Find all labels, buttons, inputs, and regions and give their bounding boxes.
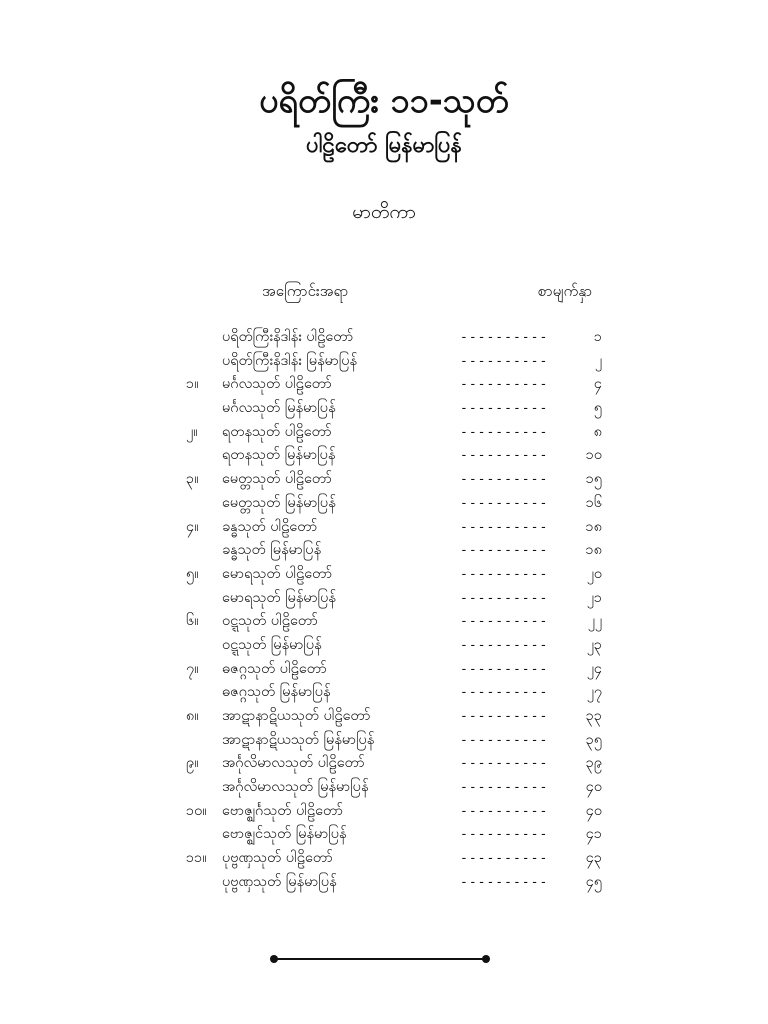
toc-entry[interactable] — [0, 539, 768, 563]
entry-title: အင်္ဂုလိမာလသုတ် မြန်မာပြန် — [222, 779, 369, 796]
toc-entry[interactable] — [0, 326, 768, 350]
leader-dashes: ---------- — [460, 661, 549, 677]
entry-title: ဝဋ္ဋသုတ် မြန်မာပြန် — [222, 636, 322, 653]
toc-entry[interactable] — [0, 468, 768, 492]
entry-page: ၄၁ — [585, 826, 602, 843]
column-header-content: အကြောင်းအရာ — [262, 282, 349, 300]
entry-title: မင်္ဂလသုတ် မြန်မာပြန် — [222, 400, 336, 417]
entry-page: ၁ — [593, 329, 602, 345]
leader-dashes: ---------- — [460, 614, 549, 630]
entry-number: ၈။ — [186, 708, 199, 724]
entry-title: ပုဗ္ဗဏှသုတ် ပါဠိတော် — [222, 850, 333, 867]
entry-page: ၁၅ — [585, 471, 602, 488]
entry-title: ခန္ဓသုတ် ပါဠိတော် — [222, 518, 318, 535]
entry-page: ၂၂ — [587, 613, 602, 630]
entry-title: ရတနသုတ် ပါဠိတော် — [222, 423, 332, 440]
toc-entry[interactable] — [0, 610, 768, 634]
toc-entry[interactable] — [0, 397, 768, 421]
toc-entry[interactable] — [0, 752, 768, 776]
entry-page: ၃၉ — [585, 755, 602, 772]
toc-entry[interactable] — [0, 823, 768, 847]
entry-title: မင်္ဂလသုတ် ပါဠိတော် — [222, 376, 332, 393]
toc-entry[interactable] — [0, 350, 768, 374]
leader-dashes: ---------- — [460, 424, 549, 440]
entry-page: ၄၀ — [585, 802, 602, 819]
toc-entry[interactable] — [0, 634, 768, 658]
entry-title: မောရသုတ် ပါဠိတော် — [222, 565, 333, 582]
entry-title: ဗောဇ္ဈင်္ဂသုတ် ပါဠိတော် — [222, 802, 344, 819]
entry-title: ဗောဇ္ဈင်သုတ် မြန်မာပြန် — [222, 826, 347, 843]
entry-page: ၃၅ — [585, 731, 602, 748]
toc-list — [0, 326, 768, 895]
entry-page: ၄၅ — [585, 873, 602, 890]
leader-dashes: ---------- — [460, 377, 549, 393]
entry-page: ၄၀ — [585, 779, 602, 796]
divider-dot — [482, 955, 490, 963]
leader-dashes: ---------- — [460, 709, 549, 724]
page-subtitle: ပါဠိတော် မြန်မာပြန် — [306, 133, 462, 158]
entry-title: ဓဇဂ္ဂသုတ် မြန်မာပြန် — [222, 684, 331, 701]
entry-page: ၈ — [593, 423, 602, 440]
divider-line — [274, 958, 486, 960]
leader-dashes: ---------- — [460, 851, 549, 867]
leader-dashes: ---------- — [460, 780, 549, 796]
leader-dashes: ---------- — [460, 756, 549, 772]
entry-number: ၉။ — [186, 755, 199, 772]
leader-dashes: ---------- — [460, 495, 549, 511]
entry-title: ဝဋ္ဋသုတ် ပါဠိတော် — [222, 613, 318, 630]
entry-page: ၂၁ — [586, 589, 602, 606]
toc-entry[interactable] — [0, 492, 768, 516]
leader-dashes: ---------- — [460, 543, 549, 559]
toc-entry[interactable] — [0, 847, 768, 871]
divider-dot — [270, 955, 278, 963]
entry-number: ၅။ — [186, 565, 199, 582]
entry-number: ၁၁။ — [186, 850, 207, 867]
entry-number: ၄။ — [186, 518, 199, 535]
entry-page: ၁၈ — [585, 542, 602, 559]
entry-number: ၆။ — [186, 613, 199, 630]
entry-number: ၃။ — [186, 471, 199, 488]
toc-entry[interactable] — [0, 800, 768, 824]
leader-dashes: ---------- — [460, 566, 549, 582]
toc-entry[interactable] — [0, 444, 768, 468]
entry-title: အင်္ဂုလိမာလသုတ် ပါဠိတော် — [222, 755, 365, 772]
toc-entry[interactable] — [0, 681, 768, 705]
entry-page: ၂၇ — [586, 684, 602, 701]
leader-dashes: ---------- — [460, 874, 549, 890]
entry-number: ၁၀။ — [186, 802, 207, 819]
leader-dashes: ---------- — [460, 803, 549, 819]
entry-page: ၂၄ — [586, 660, 602, 677]
toc-entry[interactable] — [0, 563, 768, 587]
entry-title: ရတနသုတ် မြန်မာပြန် — [222, 447, 336, 464]
toc-entry[interactable] — [0, 658, 768, 682]
entry-title: ပရိတ်ကြီးနိဒါန်း မြန်မာပြန် — [222, 352, 358, 369]
entry-page: ၄ — [593, 376, 602, 393]
entry-number: ၇။ — [186, 660, 199, 677]
leader-dashes: ---------- — [460, 448, 549, 464]
entry-number: ၁။ — [186, 376, 199, 393]
entry-page: ၂ — [594, 352, 602, 369]
leader-dashes: ---------- — [460, 519, 549, 535]
leader-dashes: ---------- — [460, 685, 549, 701]
entry-title: အာဋာနာဋိယသုတ် မြန်မာပြန် — [222, 731, 375, 748]
leader-dashes: ---------- — [460, 401, 549, 417]
entry-page: ၂၃ — [586, 636, 602, 653]
toc-entry[interactable] — [0, 729, 768, 753]
entry-page: ၁၈ — [585, 518, 602, 535]
entry-page: ၄၃ — [585, 850, 602, 867]
ornament-divider — [270, 954, 490, 964]
toc-entry[interactable] — [0, 776, 768, 800]
entry-page: ၁၆ — [585, 494, 602, 511]
leader-dashes: ---------- — [460, 637, 549, 653]
entry-number: ၂။ — [186, 423, 198, 440]
entry-title: ပုဗ္ဗဏှသုတ် မြန်မာပြန် — [222, 873, 337, 890]
toc-entry[interactable] — [0, 705, 768, 729]
entry-title: ခန္ဓသုတ် မြန်မာပြန် — [222, 542, 322, 559]
entry-title: မောရသုတ် မြန်မာပြန် — [222, 589, 336, 606]
entry-page: ၃၃ — [585, 708, 602, 724]
leader-dashes: ---------- — [460, 827, 549, 843]
leader-dashes: ---------- — [460, 732, 549, 748]
toc-entry[interactable] — [0, 587, 768, 611]
entry-title: ပရိတ်ကြီးနိဒါန်း ပါဠိတော် — [222, 329, 354, 345]
page-title: ပရိတ်ကြီး ၁၁-သုတ် — [259, 81, 509, 121]
toc-entry[interactable] — [0, 871, 768, 895]
entry-title: အာဋာနာဋိယသုတ် ပါဠိတော် — [222, 708, 371, 724]
toc-entry[interactable] — [0, 373, 768, 397]
entry-title: မေတ္တသုတ် မြန်မာပြန် — [222, 494, 336, 511]
leader-dashes: ---------- — [460, 330, 549, 345]
entry-title: မေတ္တသုတ် ပါဠိတော် — [222, 471, 333, 488]
toc-entry[interactable] — [0, 516, 768, 540]
leader-dashes: ---------- — [460, 590, 549, 606]
section-heading: မာတိကာ — [352, 201, 416, 223]
entry-title: ဓဇဂ္ဂသုတ် ပါဠိတော် — [222, 660, 327, 677]
toc-entry[interactable] — [0, 421, 768, 445]
leader-dashes: ---------- — [460, 353, 549, 369]
entry-page: ၂၀ — [586, 565, 602, 582]
column-header-page: စာမျက်နှာ — [538, 282, 593, 300]
entry-page: ၅ — [593, 400, 602, 417]
leader-dashes: ---------- — [460, 472, 549, 488]
entry-page: ၁၀ — [585, 447, 602, 464]
